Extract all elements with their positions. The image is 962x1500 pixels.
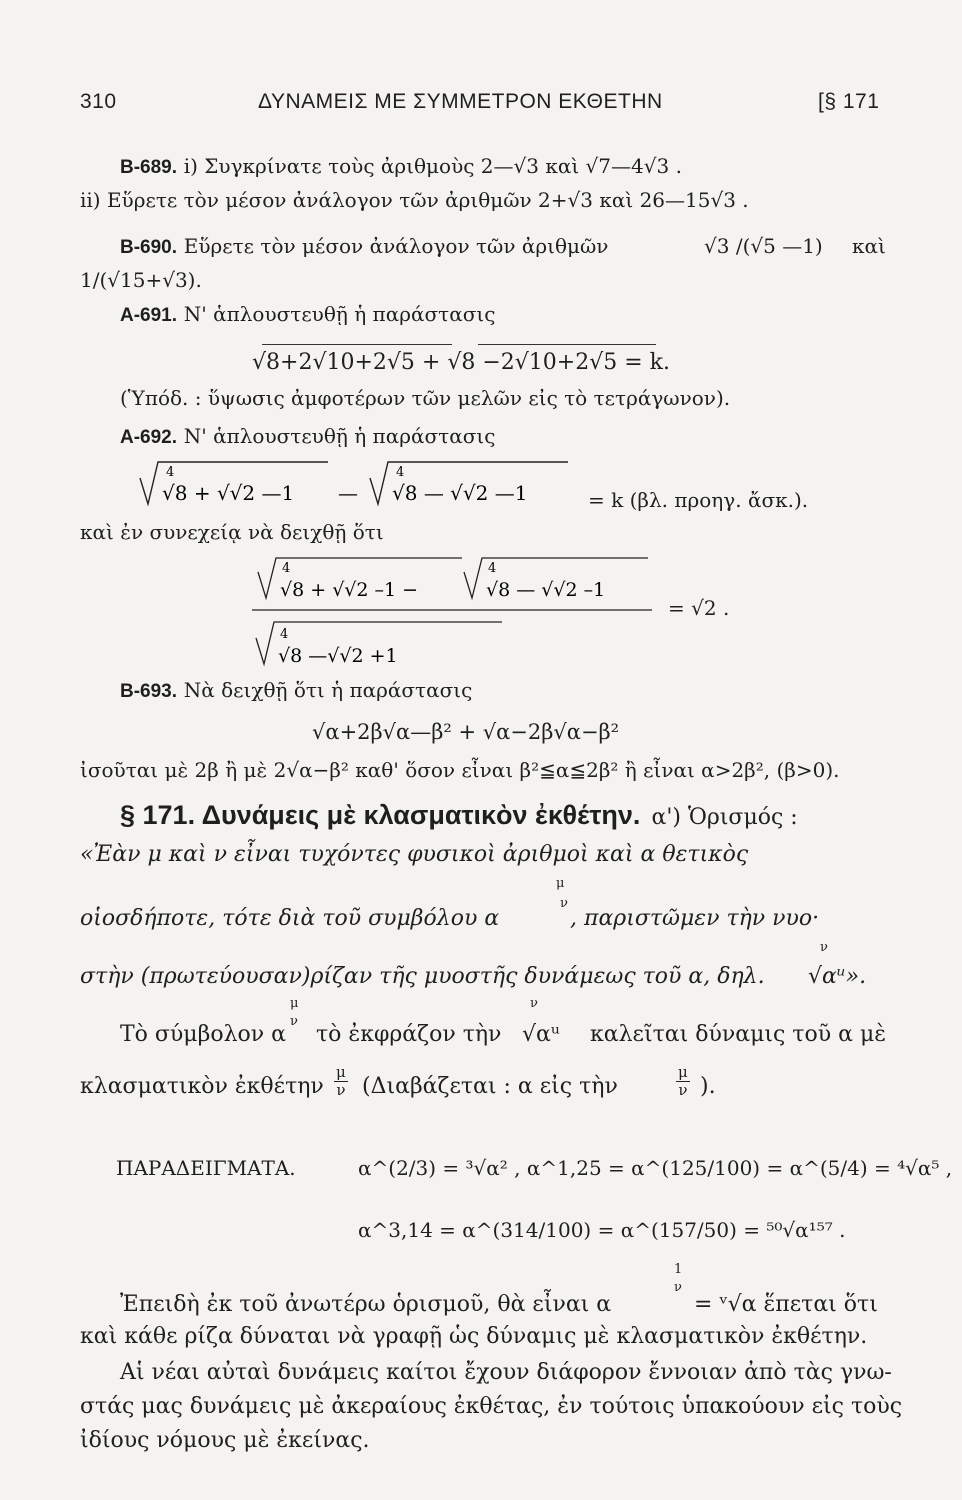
exercise-b689 (120, 156, 682, 177)
minus-sign: — (338, 481, 358, 505)
fraction-mu-over-nu: $\frac{\mu}{\nu}$ (336, 1063, 346, 1099)
closing-line-1-end: = ᵛ√α ἕπεται ὅτι (694, 1292, 878, 1317)
formula-a691: √8+2√10+2√5 + √8 −2√10+2√5 = k. (252, 350, 670, 375)
closing-line-5: ἰδίους νόμους μὲ ἐκείνας. (80, 1428, 370, 1453)
root-index-nu: ν (530, 996, 538, 1011)
exercise-label: A-692. (120, 427, 178, 448)
exercise-label: B-690. (120, 237, 178, 258)
exponent-nu: ν (290, 1014, 298, 1029)
root-index: 4 (280, 627, 289, 642)
root-index-nu: ν (820, 940, 828, 955)
root-index: 4 (166, 465, 175, 480)
page-number: 310 (80, 90, 117, 113)
exponent-one: 1 (674, 1262, 683, 1277)
paragraph-1-mid: τὸ ἐκφράζον τὴν (316, 1022, 502, 1047)
definition-line-2: οἱοσδήποτε, τότε διὰ τοῦ συμβόλου α (80, 906, 500, 931)
exercise-b690-math: √3 /(√5 —1) (704, 234, 823, 258)
examples-label: ΠΑΡΑΔΕΙΓΜΑΤΑ. (116, 1156, 296, 1180)
definition-line-3-end: √αᵘ». (808, 964, 867, 989)
nested-radical-expression (138, 458, 578, 508)
radicand: √8 — √√2 —1 (392, 481, 528, 505)
radical-bar (262, 344, 452, 345)
fraction-a692 (252, 552, 672, 682)
root-index: 4 (396, 465, 405, 480)
examples-row-2: α^3,14 = α^(314/100) = α^(157/50) = ⁵⁰√α¹⁵⁷ . (358, 1218, 846, 1242)
root-index: 4 (488, 561, 497, 576)
exercise-b690 (120, 236, 608, 257)
closing-line-2: καὶ κάθε ρίζα δύναται νὰ γραφῇ ὡς δύναμις μὲ κλασματικὸν ἐκθέτην. (80, 1324, 868, 1349)
section-subheading: α') Ὁρισμός : (651, 805, 798, 830)
exercise-a692 (120, 426, 495, 447)
definition-line-2-end: , παριστῶμεν τὴν νυο· (570, 906, 820, 931)
exponent-mu: μ (556, 876, 565, 891)
fraction-mu-over-nu: $\frac{\mu}{\nu}$ (678, 1063, 688, 1099)
exercise-text: i) Συγκρίνατε τοὺς ἀριθμοὺς 2—√3 καὶ √7—4√3 . (183, 154, 682, 178)
paragraph-1-end: καλεῖται δύναμις τοῦ α μὲ (590, 1022, 887, 1047)
exercise-label: A-691. (120, 305, 178, 326)
root-index: 4 (282, 561, 291, 576)
exercise-text: Ν' ἁπλουστευθῇ ἡ παράστασις (183, 302, 496, 326)
exercise-text: Εὕρετε τὸν μέσον ἀνάλογον τῶν ἀριθμῶν (183, 234, 609, 258)
formula-b693: √α+2β√α—β² + √α−2β√α−β² (312, 720, 620, 744)
exercise-b693-conclusion: ἰσοῦται μὲ 2β ἢ μὲ 2√α−β² καθ' ὅσον εἶναι β²≦α≦2β² ἢ εἶναι α>2β², (β>0). (80, 758, 840, 782)
exercise-b690-end: καὶ (852, 234, 886, 258)
section-heading-block (120, 800, 798, 831)
exercise-b689-part2: ii) Εὕρετε τὸν μέσον ἀνάλογον τῶν ἀριθμῶν 2+√3 καὶ 26—15√3 . (80, 188, 749, 212)
closing-line-3: Αἱ νέαι αὐταὶ δυνάμεις καίτοι ἔχουν διάφορον ἔννοιαν ἀπὸ τὰς γνω- (120, 1360, 892, 1385)
radicand: √8 — √√2 –1 (486, 579, 606, 601)
exercise-text: Ν' ἁπλουστευθῇ ἡ παράστασις (183, 424, 496, 448)
exercise-label: B-689. (120, 157, 178, 178)
paragraph-2-mid: (Διαβάζεται : α εἰς τὴν (362, 1074, 618, 1099)
closing-line-4: στάς μας δυνάμεις μὲ ἀκεραίους ἐκθέτας, ἐν τούτοις ὑπακούουν εἰς τοὺς (80, 1394, 903, 1419)
radicand: √8 —√√2 +1 (278, 645, 398, 667)
examples-row-1: α^(2/3) = ³√α² , α^1,25 = α^(125/100) = α^(5/4) = ⁴√α⁵ , (358, 1156, 953, 1180)
radicand: √8 + √√2 –1 − (280, 579, 419, 601)
radicand: √8 + √√2 —1 (162, 481, 295, 505)
formula-a692-result: = k (βλ. προηγ. ἄσκ.). (588, 488, 809, 512)
definition-line-3: στὴν (πρωτεύουσαν)ρίζαν τῆς μυοστῆς δυνάμεως τοῦ α, δηλ. (80, 964, 765, 989)
exercise-b690-line2: 1/(√15+√3). (80, 268, 202, 292)
paragraph-2-start: κλασματικὸν ἐκθέτην (80, 1074, 324, 1099)
fraction-result: = √2 . (668, 596, 730, 620)
paragraph-1-root: √αᵘ (522, 1022, 560, 1047)
fraction-expression (252, 552, 672, 682)
running-title: ΔΥΝΑΜΕΙΣ ΜΕ ΣΥΜΜΕΤΡΟΝ ΕΚΘΕΤΗΝ (258, 90, 663, 113)
hint-a691: (Ὑπόδ. : ὕψωσις ἀμφοτέρων τῶν μελῶν εἰς τὸ τετράγωνον). (120, 386, 731, 410)
exercise-label: B-693. (120, 681, 178, 702)
exercise-b693 (120, 680, 472, 701)
radical-bar (478, 344, 656, 345)
exercise-a692-then: καὶ ἐν συνεχείᾳ νὰ δειχθῇ ὅτι (80, 520, 384, 544)
exercise-a691 (120, 304, 495, 325)
exercise-text: Νὰ δειχθῇ ὅτι ἡ παράστασις (183, 678, 473, 702)
paragraph-2-end: ). (700, 1074, 716, 1099)
exponent-nu: ν (674, 1280, 682, 1295)
paragraph-1-start: Τὸ σύμβολον α (120, 1022, 286, 1047)
exponent-nu: ν (560, 896, 568, 911)
definition-line-1: «Ἐὰν μ καὶ ν εἶναι τυχόντες φυσικοὶ ἀριθμοὶ καὶ α θετικὸς (80, 842, 749, 867)
closing-line-1: Ἐπειδὴ ἐκ τοῦ ἀνωτέρω ὁρισμοῦ, θὰ εἶναι α (120, 1292, 612, 1317)
exponent-mu: μ (290, 996, 299, 1011)
section-reference: [§ 171 (818, 90, 880, 113)
formula-a692 (138, 458, 578, 508)
section-heading: § 171. Δυνάμεις μὲ κλασματικὸν ἐκθέτην. (120, 800, 641, 830)
